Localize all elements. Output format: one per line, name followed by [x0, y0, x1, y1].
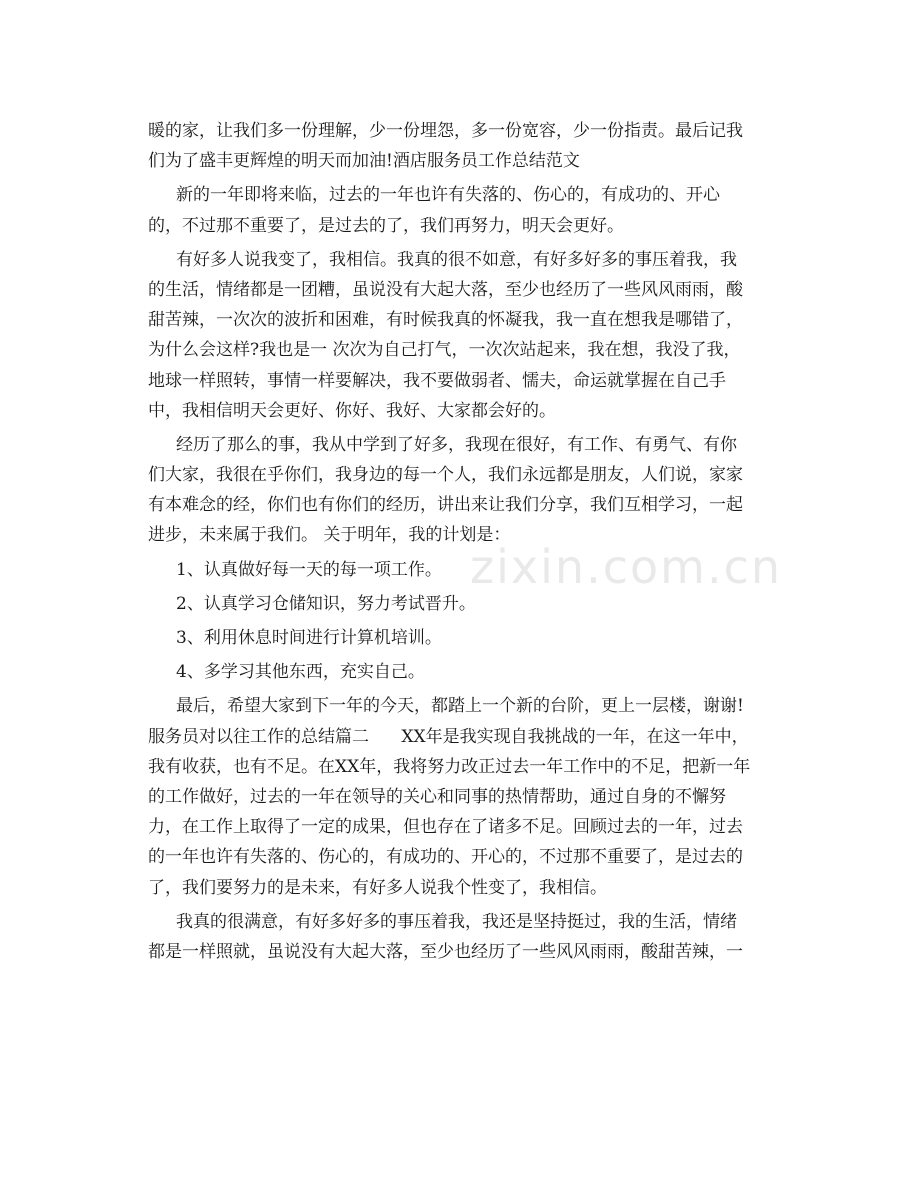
text-line: 进步，未来属于我们。 关于明年，我的计划是： [148, 525, 511, 546]
text-line: 有本难念的经，你们也有你们的经历，讲出来让我们分享，我们互相学习，一起 [148, 495, 743, 516]
text-line: 的，不过那不重要了，是过去的了，我们再努力，明天会更好。 [148, 215, 624, 236]
text-line: 3、利用休息时间进行计算机培训。 [176, 628, 442, 648]
text-line: 甜苦辣，一次次的波折和困难，有时候我真的怀凝我，我一直在想我是哪错了， [148, 310, 743, 331]
text-line: 服务员对以往工作的总结篇二 XX年是我实现自我挑战的一年，在这一年中， [148, 726, 749, 747]
text-line: 地球一样照转，事情一样要解决，我不要做弱者、懦夫，命运就掌握在自己手 [148, 370, 726, 391]
text-line: 们大家，我很在乎你们，我身边的每一个人，我们永远都是朋友，人们说，家家 [148, 465, 743, 486]
text-line: 都是一样照就，虽说没有大起大落，至少也经历了一些风风雨雨，酸甜苦辣，一 [148, 941, 743, 962]
text-line: 的工作做好，过去的一年在领导的关心和同事的热情帮助，通过自身的不懈努 [148, 786, 726, 807]
text-line: 为什么会这样?我也是一 次次为自己打气，一次次站起来，我在想，我没了我， [148, 340, 741, 361]
text-line: 们为了盛丰更辉煌的明天而加油!酒店服务员工作总结范文 [148, 151, 580, 172]
text-line: 的一年也许有失落的、伤心的，有成功的、开心的，不过那不重要了，是过去的 [148, 847, 743, 868]
text-line: 4、多学习其他东西，充实自己。 [176, 662, 425, 683]
text-line: 中，我相信明天会更好、你好、我好、大家都会好的。 [148, 400, 556, 421]
text-line: 1、认真做好每一天的每一项工作。 [176, 559, 442, 580]
text-line: 的生活，情绪都是一团糟，虽说没有大起大落，至少也经历了一些风风雨雨，酸 [148, 279, 743, 300]
text-line: 新的一年即将来临，过去的一年也许有失落的、伤心的，有成功的、开心 [176, 185, 720, 206]
text-line: 了，我们要努力的是未来，有好多人说我个性变了，我相信。 [148, 877, 607, 898]
text-line: 2、认真学习仓储知识，努力考试晋升。 [176, 593, 476, 614]
text-line: 有好多人说我变了，我相信。我真的很不如意，有好多好多的事压着我，我 [176, 249, 737, 270]
document-body [148, 116, 783, 967]
text-line: 最后，希望大家到下一年的今天，都踏上一个新的台阶，更上一层楼，谢谢! [176, 696, 744, 717]
text-line: 我真的很满意，有好多好多的事压着我，我还是坚持挺过，我的生活，情绪 [176, 911, 737, 932]
text-line: 力，在工作上取得了一定的成果，但也存在了诸多不足。回顾过去的一年，过去 [148, 817, 743, 838]
text-line: 我有收获，也有不足。在XX年，我将努力改正过去一年工作中的不足，把新一年 [148, 756, 751, 777]
text-line: 经历了那么的事，我从中学到了好多，我现在很好，有工作、有勇气、有你 [176, 434, 737, 455]
watermark-text: zixin.com.cn [470, 540, 783, 594]
text-line: 暖的家，让我们多一份理解，少一份埋怨，多一份宽容，少一份指责。最后记我 [148, 121, 743, 141]
